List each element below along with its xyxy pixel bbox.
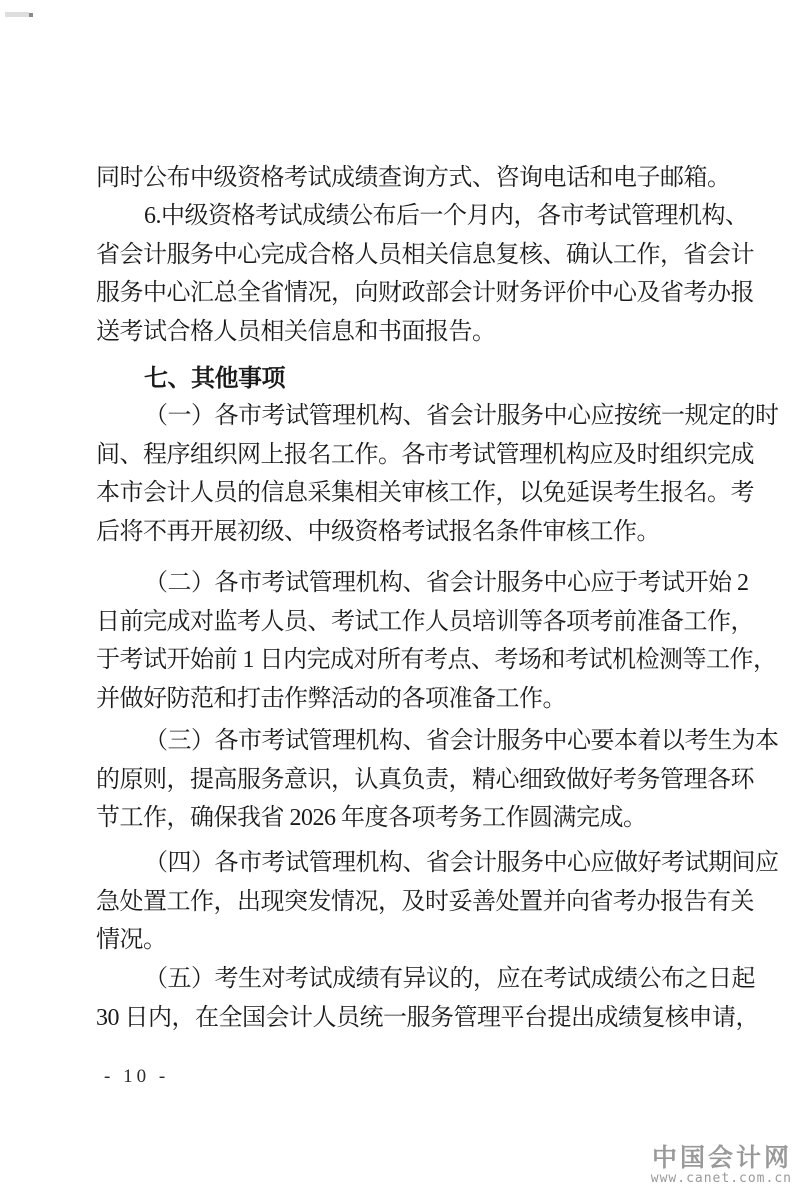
paragraph-sub-5 [96, 960, 759, 1037]
watermark-site-url: www.canet.com.cn [650, 1171, 792, 1186]
text-line: 于考试开始前 1 日内完成对所有考点、考场和考试机检测等工作， [96, 647, 777, 673]
paragraph-sub-1 [96, 397, 779, 551]
watermark-site-name: 中国会计网 [651, 1145, 792, 1172]
page-number: - 10 - [104, 1066, 170, 1087]
text-line: 的原则，提高服务意识，认真负责，精心细致做好考务管理各环 [96, 766, 754, 793]
text-line: （三）各市考试管理机构、省会计服务中心要本着以考生为本 [144, 728, 779, 754]
section-heading-block [96, 360, 724, 399]
text-line: （五）考生对考试成绩有异议的，应在考试成绩公布之日起 [144, 966, 755, 992]
text-line: （二）各市考试管理机构、省会计服务中心应于考试开始 2 [144, 570, 749, 596]
text-line: （一）各市考试管理机构、省会计服务中心应按统一规定的时 [144, 403, 779, 429]
text-line: 30 日内，在全国会计人员统一服务管理平台提出成绩复核申请， [96, 1004, 759, 1031]
paragraph-sub-2 [96, 564, 777, 718]
text-line: 间、程序组织网上报名工作。各市考试管理机构应及时组织完成 [96, 441, 754, 468]
text-line: 急处置工作，出现突发情况，及时妥善处置并向省考办报告有关 [96, 888, 754, 915]
paragraph-sub-4 [96, 844, 779, 960]
paragraph-intro-continuation [96, 159, 731, 198]
text-line: （四）各市考试管理机构、省会计服务中心应做好考试期间应 [144, 850, 779, 876]
text-line: 送考试合格人员相关信息和书面报告。 [96, 318, 496, 345]
text-line: 情况。 [96, 927, 167, 953]
text-line: 并做好防范和打击作弊活动的各项准备工作。 [96, 685, 566, 712]
text-line: 日前完成对监考人员、考试工作人员培训等各项考前准备工作， [96, 608, 754, 635]
text-line: 同时公布中级资格考试成绩查询方式、咨询电话和电子邮箱。 [96, 165, 731, 191]
text-line: 节工作，确保我省 2026 年度各项考务工作圆满完成。 [96, 805, 647, 831]
scan-artifact [5, 12, 29, 17]
paragraph-item-6 [96, 197, 754, 351]
watermark [651, 1146, 792, 1186]
text-line: 本市会计人员的信息采集相关审核工作，以免延误考生报名。考 [96, 480, 754, 506]
text-line: 省会计服务中心完成合格人员相关信息复核、确认工作，省会计 [96, 241, 754, 268]
paragraph-sub-3 [96, 722, 779, 838]
scan-artifact-dot [29, 13, 33, 17]
text-line: 6.中级资格考试成绩公布后一个月内，各市考试管理机构、 [144, 203, 749, 229]
text-line: 服务中心汇总全省情况，向财政部会计财务评价中心及省考办报 [96, 280, 754, 306]
text-line: 后将不再开展初级、中级资格考试报名条件审核工作。 [96, 518, 660, 545]
section-heading: 七、其他事项 [144, 366, 285, 392]
